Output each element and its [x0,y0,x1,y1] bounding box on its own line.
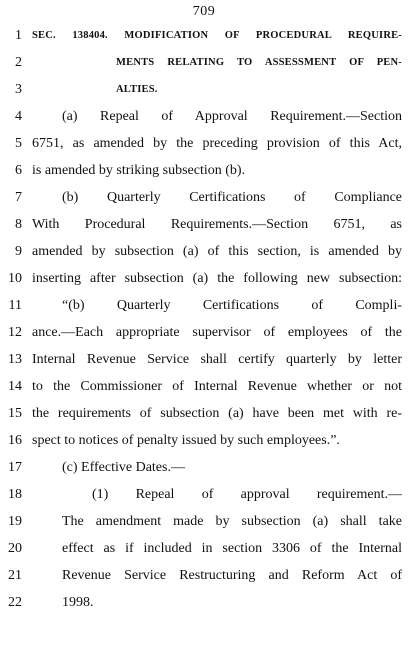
text-line [0,431,408,451]
line-number: 12 [8,325,22,340]
section-heading-continued: MENTS RELATING TO ASSESSMENT OF PEN- [116,57,402,68]
line-number: 10 [8,271,22,286]
line-number: 18 [8,487,22,502]
text-line [0,539,408,559]
line-number: 19 [8,514,22,529]
body-text: effect as if included in section 3306 of the Internal [62,541,402,556]
body-text: the requirements of subsection (a) have been met with re- [32,406,402,421]
line-number: 2 [15,55,22,70]
line-number: 8 [15,217,22,232]
text-line [0,350,408,370]
text-line [0,296,408,316]
line-number: 15 [8,406,22,421]
line-number: 5 [15,136,22,151]
text-line [0,26,408,46]
line-number: 7 [15,190,22,205]
subsection-c-heading: (c) Effective Dates.— [62,460,185,475]
text-line [0,134,408,154]
text-line [0,458,408,478]
line-number: 14 [8,379,22,394]
body-text: inserting after subsection (a) the following new subsection: [32,271,402,286]
subsection-a-heading: (a) Repeal of Approval Requirement.—Section [62,109,402,124]
text-line [0,188,408,208]
body-text: amended by subsection (a) of this section, is amended by [32,244,402,259]
subsection-b-heading: (b) Quarterly Certifications of Compliance [62,190,402,205]
text-line [0,485,408,505]
page-number: 709 [192,4,216,19]
body-text: Internal Revenue Service shall certify quarterly by letter [32,352,402,367]
line-number: 3 [15,82,22,97]
line-number: 1 [15,28,22,43]
text-line [0,377,408,397]
body-text: is amended by striking subsection (b). [32,163,246,178]
line-number: 16 [8,433,22,448]
line-number: 11 [8,298,22,313]
text-line [0,566,408,586]
text-line [0,593,408,613]
text-line [0,80,408,100]
line-number: 13 [8,352,22,367]
line-number: 17 [8,460,22,475]
section-heading: SEC. 138404. MODIFICATION OF PROCEDURAL REQUIRE- [32,30,402,41]
body-text: ance.—Each appropriate supervisor of employees of the [32,325,402,340]
text-line [0,53,408,73]
line-number: 9 [15,244,22,259]
line-number: 20 [8,541,22,556]
line-number: 21 [8,568,22,583]
text-line [0,242,408,262]
section-heading-end: ALTIES. [116,84,158,95]
body-text: Revenue Service Restructuring and Reform Act of [62,568,402,583]
body-text: spect to notices of penalty issued by such employees.”. [32,433,340,448]
paragraph-1-heading: (1) Repeal of approval requirement.— [92,487,402,502]
body-text: With Procedural Requirements.—Section 6751, as [32,217,402,232]
text-line [0,323,408,343]
body-text: to the Commissioner of Internal Revenue whether or not [32,379,402,394]
text-line [0,512,408,532]
quoted-subsection-heading: “(b) Quarterly Certifications of Compli- [62,298,402,313]
body-text: The amendment made by subsection (a) shall take [62,514,402,529]
line-number: 4 [15,109,22,124]
text-line [0,107,408,127]
body-text: 1998. [62,595,94,610]
text-line [0,161,408,181]
text-line [0,404,408,424]
text-line [0,215,408,235]
line-number: 6 [15,163,22,178]
line-number: 22 [8,595,22,610]
body-text: 6751, as amended by the preceding provision of this Act, [32,136,402,151]
text-line [0,269,408,289]
